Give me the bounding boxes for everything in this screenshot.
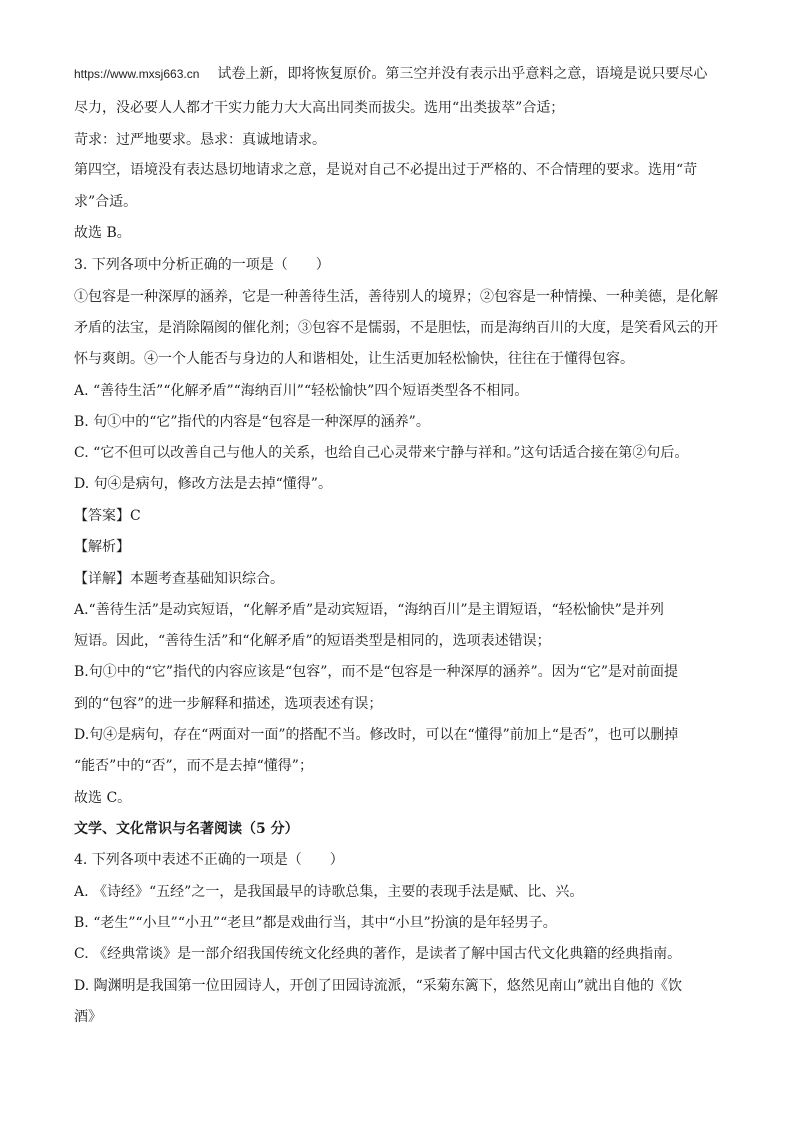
explanation-line: 故选 C。	[74, 790, 132, 806]
q4-option-d-cont: 酒》	[74, 1009, 102, 1025]
explanation-line: D.句④是病句，存在“两面对一面”的搭配不当。修改时，可以在“懂得”前加上“是否”，也可以删掉	[74, 727, 679, 743]
q4-stem: 4. 下列各项中表述不正确的一项是（ ）	[74, 852, 344, 868]
explanation-line: A.“善待生活”是动宾短语，“化解矛盾”是动宾短语，“海纳百川”是主谓短语，“轻松愉快”是并列	[74, 602, 664, 618]
q3-passage-line: ①包容是一种深厚的涵养，它是一种善待生活，善待别人的境界；②包容是一种情操、一种美德，是化解	[74, 289, 718, 305]
first-line-text: 试卷上新，即将恢复原价。第三空并没有表示出乎意料之意，语境是说只要尽心	[217, 66, 708, 82]
q3-passage-line: 矛盾的法宝，是消除隔阂的催化剂；③包容不是懦弱，不是胆怯，而是海纳百川的大度，是笑看风云的开	[74, 320, 718, 336]
first-line	[74, 64, 707, 84]
q2-line: 第四空，语境没有表达恳切地请求之意，是说对自己不必提出过于严格的、不合情理的要求。选用“苛	[74, 162, 698, 178]
q2-line: 求”合适。	[74, 194, 138, 210]
q2-line: 苛求：过严地要求。恳求：真诚地请求。	[74, 132, 326, 148]
answer-value: C	[130, 508, 141, 524]
answer-label: 【答案】	[74, 508, 130, 524]
explanation-line: 短语。因此，“善待生活”和“化解矛盾”的短语类型是相同的，选项表述错误；	[74, 633, 551, 649]
answer-line	[74, 506, 141, 526]
detail-line	[74, 569, 284, 589]
q3-passage-line: 怀与爽朗。④一个人能否与身边的人和谐相处，让生活更加轻松愉快，往往在于懂得包容。	[74, 351, 634, 367]
analysis-label: 【解析】	[74, 539, 130, 555]
q4-option-b: B. “老生”“小旦”“小丑”“老旦”都是戏曲行当，其中“小旦”扮演的是年轻男子。	[74, 915, 557, 931]
section-title: 文学、文化常识与名著阅读（5 分）	[74, 821, 299, 837]
detail-text: 本题考查基础知识综合。	[130, 571, 284, 587]
explanation-line: B.句①中的“它”指代的内容应该是“包容”，而不是“包容是一种深厚的涵养”。因为“它”是对前面提	[74, 664, 678, 680]
explanation-line: 到的“包容”的进一步解释和描述，选项表述有误；	[74, 696, 383, 712]
q4-option-c: C. 《经典常谈》是一部介绍我国传统文化经典的著作，是读者了解中国古代文化典籍的经典指南。	[74, 946, 682, 962]
q3-option-b: B. 句①中的“它”指代的内容是“包容是一种深厚的涵养”。	[74, 414, 430, 430]
q2-line: 尽力，没必要人人都才干实力能力大大高出同类而拔尖。选用“出类拔萃”合适；	[74, 100, 565, 116]
explanation-line: “能否”中的“否”，而不是去掉“懂得”；	[74, 758, 313, 774]
q3-option-d: D. 句④是病句，修改方法是去掉“懂得”。	[74, 476, 332, 492]
detail-label: 【详解】	[74, 571, 130, 587]
source-url[interactable]: https://www.mxsj663.cn	[74, 67, 200, 81]
q2-line: 故选 B。	[74, 225, 131, 241]
q3-option-c: C. “它不但可以改善自己与他人的关系，也给自己心灵带来宁静与祥和。”这句话适合接在第②句后。	[74, 445, 689, 461]
q4-option-a: A. 《诗经》“五经”之一，是我国最早的诗歌总集，主要的表现手法是赋、比、兴。	[74, 884, 584, 900]
q4-option-d: D. 陶渊明是我国第一位田园诗人，开创了田园诗流派，“采菊东篱下，悠然见南山”就出自他的《饮	[74, 978, 682, 994]
q3-option-a: A. “善待生活”“化解矛盾”“海纳百川”“轻松愉快”四个短语类型各不相同。	[74, 383, 529, 399]
q3-stem: 3. 下列各项中分析正确的一项是（ ）	[74, 257, 330, 273]
